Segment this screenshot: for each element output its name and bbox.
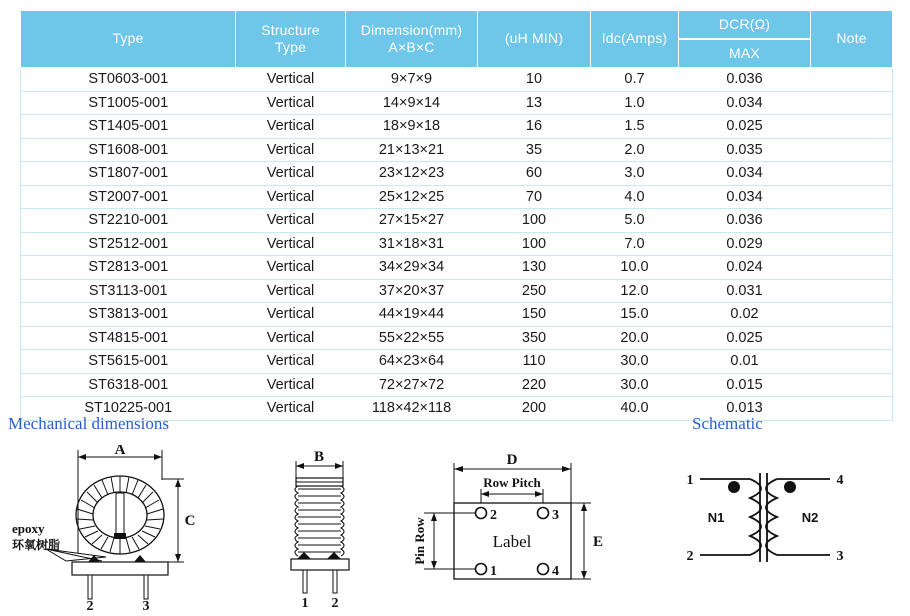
cell-type: ST3813-001	[21, 303, 236, 327]
cell-note	[811, 185, 893, 209]
column-header-dimension-line2: A×B×C	[388, 39, 435, 55]
column-header-inductance: (uH MIN)	[478, 11, 591, 68]
cell-inductance: 150	[478, 303, 591, 327]
cell-inductance: 220	[478, 373, 591, 397]
cell-note	[811, 115, 893, 139]
cell-dimension: 14×9×14	[346, 91, 478, 115]
cell-current: 1.5	[591, 115, 679, 139]
toroid-dimension-a-label: A	[114, 445, 126, 458]
table-header-row	[21, 11, 893, 68]
side-view-pin-1-label: 1	[301, 596, 309, 611]
cell-dcr: 0.025	[679, 326, 811, 350]
table-row	[21, 373, 893, 397]
cell-dimension: 23×12×23	[346, 162, 478, 186]
cell-type: ST2007-001	[21, 185, 236, 209]
column-header-dimension	[346, 11, 478, 68]
cell-structure-type: Vertical	[236, 279, 346, 303]
cell-type: ST2813-001	[21, 256, 236, 280]
cell-dimension: 21×13×21	[346, 138, 478, 162]
cell-structure-type: Vertical	[236, 303, 346, 327]
footprint-drawing	[410, 445, 625, 614]
column-header-structure-type-line1: Structure	[261, 21, 320, 38]
cell-note	[811, 162, 893, 186]
toroid-pin-2-label: 2	[86, 599, 94, 611]
cell-inductance: 60	[478, 162, 591, 186]
table-row	[21, 303, 893, 327]
cell-dimension: 55×22×55	[346, 326, 478, 350]
table-body	[21, 68, 893, 421]
cell-note	[811, 350, 893, 374]
cell-current: 5.0	[591, 209, 679, 233]
cell-current: 3.0	[591, 162, 679, 186]
toroid-epoxy-label-cn: 环氧树脂	[12, 538, 61, 552]
cell-current: 7.0	[591, 232, 679, 256]
cell-note	[811, 209, 893, 233]
cell-dimension: 25×12×25	[346, 185, 478, 209]
cell-dcr: 0.036	[679, 68, 811, 92]
cell-type: ST1005-001	[21, 91, 236, 115]
schematic-terminal-3-label: 3	[836, 549, 844, 564]
toroid-svg	[10, 445, 245, 611]
cell-inductance: 35	[478, 138, 591, 162]
cell-structure-type: Vertical	[236, 138, 346, 162]
cell-structure-type: Vertical	[236, 256, 346, 280]
cell-type: ST5615-001	[21, 350, 236, 374]
cell-note	[811, 232, 893, 256]
footprint-pin-row-label: Pin Row	[412, 517, 427, 565]
footprint-dimension-e-label: E	[592, 534, 604, 550]
cell-current: 1.0	[591, 91, 679, 115]
cell-type: ST0603-001	[21, 68, 236, 92]
cell-structure-type: Vertical	[236, 162, 346, 186]
cell-note	[811, 279, 893, 303]
footprint-dimension-d-label: D	[506, 452, 518, 468]
cell-inductance: 350	[478, 326, 591, 350]
cell-type: ST1608-001	[21, 138, 236, 162]
cell-type: ST1807-001	[21, 162, 236, 186]
table-row	[21, 185, 893, 209]
cell-inductance: 70	[478, 185, 591, 209]
cell-current: 0.7	[591, 68, 679, 92]
footprint-pin-1-label: 1	[490, 564, 497, 579]
cell-dcr: 0.034	[679, 91, 811, 115]
cell-type: ST6318-001	[21, 373, 236, 397]
side-view-dimension-b-label: B	[313, 449, 325, 465]
table-row	[21, 209, 893, 233]
cell-dimension: 118×42×118	[346, 397, 478, 421]
cell-type: ST1405-001	[21, 115, 236, 139]
cell-current: 30.0	[591, 350, 679, 374]
cell-dimension: 31×18×31	[346, 232, 478, 256]
cell-dcr: 0.034	[679, 185, 811, 209]
cell-dcr: 0.015	[679, 373, 811, 397]
toroid-front-view-drawing	[10, 445, 245, 616]
cell-inductance: 100	[478, 232, 591, 256]
cell-dimension: 34×29×34	[346, 256, 478, 280]
side-view-svg	[255, 447, 415, 611]
schematic-terminal-4-label: 4	[836, 473, 844, 488]
schematic-winding-n2-label: N2	[801, 510, 819, 525]
footprint-svg	[410, 445, 625, 609]
table-row	[21, 350, 893, 374]
footprint-row-pitch-label: Row Pitch	[483, 475, 541, 490]
cell-note	[811, 68, 893, 92]
cell-structure-type: Vertical	[236, 373, 346, 397]
column-header-current: Idc(Amps)	[591, 11, 679, 68]
table-row	[21, 256, 893, 280]
footprint-label-text: Label	[492, 532, 532, 551]
footprint-pin-2-label: 2	[490, 508, 497, 523]
cell-structure-type: Vertical	[236, 232, 346, 256]
cell-structure-type: Vertical	[236, 185, 346, 209]
cell-structure-type: Vertical	[236, 209, 346, 233]
cell-structure-type: Vertical	[236, 350, 346, 374]
cell-current: 4.0	[591, 185, 679, 209]
cell-dcr: 0.013	[679, 397, 811, 421]
cell-dimension: 9×7×9	[346, 68, 478, 92]
cell-dcr: 0.024	[679, 256, 811, 280]
polarity-dot-secondary	[784, 481, 796, 493]
cell-inductance: 16	[478, 115, 591, 139]
cell-type: ST2512-001	[21, 232, 236, 256]
column-header-dcr-unit: DCR(Ω)	[679, 11, 810, 40]
cell-note	[811, 256, 893, 280]
table-row	[21, 91, 893, 115]
cell-dcr: 0.034	[679, 162, 811, 186]
cell-structure-type: Vertical	[236, 91, 346, 115]
cell-dimension: 72×27×72	[346, 373, 478, 397]
cell-current: 15.0	[591, 303, 679, 327]
cell-note	[811, 91, 893, 115]
table-row	[21, 279, 893, 303]
cell-inductance: 100	[478, 209, 591, 233]
cell-structure-type: Vertical	[236, 115, 346, 139]
column-header-dimension-line1: Dimension(mm)	[360, 21, 463, 38]
cell-dimension: 27×15×27	[346, 209, 478, 233]
cell-structure-type: Vertical	[236, 397, 346, 421]
cell-inductance: 110	[478, 350, 591, 374]
cell-type: ST10225-001	[21, 397, 236, 421]
schematic-winding-n1-label: N1	[707, 510, 725, 525]
cell-inductance: 200	[478, 397, 591, 421]
table-row	[21, 162, 893, 186]
cell-type: ST2210-001	[21, 209, 236, 233]
cell-dcr: 0.031	[679, 279, 811, 303]
cell-dcr: 0.01	[679, 350, 811, 374]
table-row	[21, 138, 893, 162]
toroid-epoxy-label-en: epoxy	[12, 521, 45, 536]
cell-dcr: 0.035	[679, 138, 811, 162]
schematic-terminal-2-label: 2	[686, 549, 694, 564]
column-header-structure-type	[236, 11, 346, 68]
table-row	[21, 68, 893, 92]
cell-inductance: 13	[478, 91, 591, 115]
table-row	[21, 326, 893, 350]
cell-inductance: 250	[478, 279, 591, 303]
cell-note	[811, 303, 893, 327]
footprint-pin-3-label: 3	[552, 508, 559, 523]
cell-note	[811, 326, 893, 350]
cell-current: 40.0	[591, 397, 679, 421]
cell-type: ST4815-001	[21, 326, 236, 350]
polarity-dot-primary	[728, 481, 740, 493]
table-row	[21, 232, 893, 256]
cell-current: 2.0	[591, 138, 679, 162]
toroid-dimension-c-label: C	[184, 513, 196, 529]
footprint-pin-4-label: 4	[552, 564, 559, 579]
cell-structure-type: Vertical	[236, 68, 346, 92]
cell-dcr: 0.02	[679, 303, 811, 327]
cell-inductance: 130	[478, 256, 591, 280]
cell-inductance: 10	[478, 68, 591, 92]
schematic-heading: Schematic	[692, 414, 763, 433]
column-header-type: Type	[21, 11, 236, 68]
table-row	[21, 115, 893, 139]
transformer-schematic-drawing	[672, 457, 902, 602]
column-header-dcr-max: MAX	[729, 45, 760, 61]
drawings-area	[0, 445, 910, 611]
side-view-pin-2-label: 2	[331, 596, 339, 611]
side-view-drawing	[255, 447, 415, 616]
cell-current: 30.0	[591, 373, 679, 397]
schematic-svg	[672, 457, 902, 597]
cell-dcr: 0.025	[679, 115, 811, 139]
cell-note	[811, 373, 893, 397]
cell-current: 20.0	[591, 326, 679, 350]
cell-current: 10.0	[591, 256, 679, 280]
schematic-terminal-1-label: 1	[686, 473, 694, 488]
column-header-dcr	[679, 11, 811, 68]
cell-note	[811, 397, 893, 421]
specification-table	[20, 10, 893, 421]
cell-structure-type: Vertical	[236, 326, 346, 350]
cell-dcr: 0.036	[679, 209, 811, 233]
cell-note	[811, 138, 893, 162]
column-header-structure-type-line2: Type	[274, 39, 307, 55]
cell-dimension: 44×19×44	[346, 303, 478, 327]
cell-current: 12.0	[591, 279, 679, 303]
cell-type: ST3113-001	[21, 279, 236, 303]
cell-dcr: 0.029	[679, 232, 811, 256]
mechanical-dimensions-heading: Mechanical dimensions	[8, 414, 169, 433]
cell-dimension: 18×9×18	[346, 115, 478, 139]
toroid-pin-3-label: 3	[142, 599, 150, 611]
specification-table-container	[20, 10, 892, 421]
cell-dimension: 37×20×37	[346, 279, 478, 303]
cell-dimension: 64×23×64	[346, 350, 478, 374]
column-header-note: Note	[811, 11, 893, 68]
